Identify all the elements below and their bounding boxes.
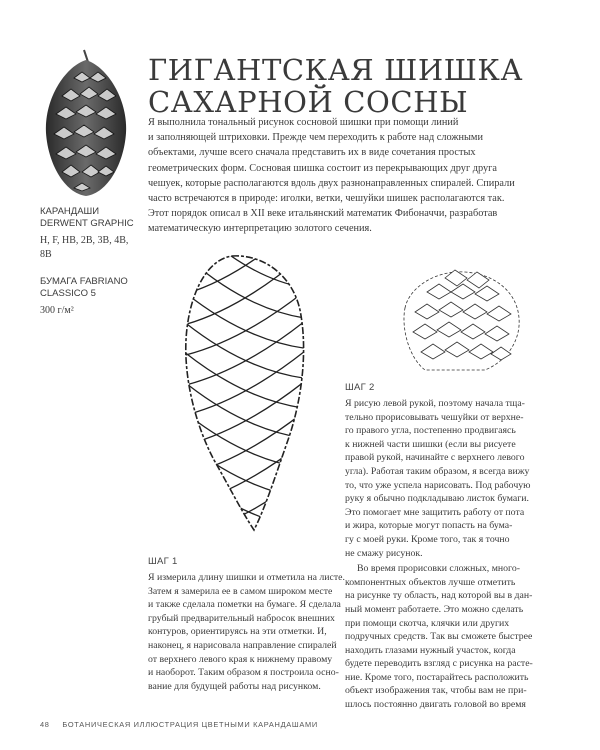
step2-line: Я рисую левой рукой, поэтому начала тща- bbox=[345, 398, 525, 409]
step1-line: и наоборот. Таким образом я построила осно- bbox=[148, 667, 339, 679]
step1-line: и также сделала пометки на бумаге. Я сделала bbox=[148, 599, 341, 611]
step2-line: го правого угла, постепенно продвигаясь bbox=[345, 425, 516, 437]
title-line-1: ГИГАНТСКАЯ ШИШКА bbox=[148, 53, 524, 87]
intro-line: Этот порядок описал в XII веке итальянский математик Фибоначчи, разработав bbox=[148, 208, 498, 220]
step2-line: будете переводить взгляд с рисунка на расте- bbox=[345, 658, 533, 670]
step2-line: угла). Работая таким образом, я всегда вижу bbox=[345, 465, 530, 477]
step1-line: от верхнего левого края к нижнему правому bbox=[148, 653, 333, 665]
step1-line: грубый предварительный набросок внешних bbox=[148, 612, 335, 624]
step1-text bbox=[148, 571, 348, 693]
step2-line: шлось постоянно двигать головой во время bbox=[345, 699, 526, 711]
step2-paragraph-2 bbox=[345, 562, 565, 712]
paper-heading: БУМАГА FABRIANO CLASSICO 5 bbox=[40, 276, 128, 299]
step2-line: на рисунке ту область, над которой вы в дан- bbox=[345, 590, 533, 602]
step2-line: гу с моей руки. Кроме того, так я точно bbox=[345, 533, 510, 545]
page-number: 48 bbox=[40, 720, 50, 729]
intro-line: часто встречаются в природе: иголки, ветки, чешуйки шишек располагаются так. bbox=[148, 193, 505, 205]
step2-line: не смажу рисунок. bbox=[345, 547, 423, 559]
step2-block bbox=[345, 382, 565, 712]
page-footer bbox=[40, 720, 318, 729]
step2-line: руку я обычно подкладываю листок бумаги. bbox=[345, 493, 529, 505]
step2-line: тельно прорисовывать чешуйки от верхне- bbox=[345, 411, 524, 423]
step2-line: объект изображения так, чтобы вам не при- bbox=[345, 685, 527, 697]
intro-line: Я выполнила тональный рисунок сосновой шишки при помощи линий bbox=[148, 117, 459, 128]
paper-weight: 300 г/м² bbox=[40, 305, 74, 316]
step2-line: Это помогает мне защитить работу от пота bbox=[345, 506, 525, 518]
step1-heading: ШАГ 1 bbox=[148, 556, 178, 567]
intro-line: и заполняющей штриховки. Прежде чем переходить к работе над сложными bbox=[148, 132, 483, 144]
title-line-2: САХАРНОЙ СОСНЫ bbox=[148, 85, 469, 119]
step2-line: правой рукой, начинайте с верхнего левого bbox=[345, 452, 525, 464]
intro-line: объектами, лучше всего сначала представить их в виде сочетания простых bbox=[148, 147, 476, 159]
step2-cone-sketch bbox=[385, 258, 535, 378]
step2-line: к нижней части шишки (если вы рисуете bbox=[345, 438, 516, 450]
intro-line: математическую интерпретацию золотого сечения. bbox=[148, 223, 372, 235]
step2-line: Во время прорисовки сложных, много- bbox=[357, 563, 520, 575]
step2-line: компонентных объектов лучше отметить bbox=[345, 576, 516, 588]
pencils-list: H, F, HB, 2B, 3B, 4B, 8B bbox=[40, 235, 129, 260]
intro-line: геометрических форм. Сосновая шишка состоит из перекрывающих друг друга bbox=[148, 162, 497, 174]
step2-line: при помощи скотча, клячки или других bbox=[345, 617, 510, 629]
step1-line: вание для будущей работы над рисунком. bbox=[148, 680, 321, 692]
intro-line: чешуек, которые располагаются вдоль двух разнонаправленных спиралей. Спирали bbox=[148, 177, 515, 189]
step2-line: находить глазами нужный участок, когда bbox=[345, 644, 516, 656]
intro-paragraph bbox=[148, 115, 558, 237]
running-title: БОТАНИЧЕСКАЯ ИЛЛЮСТРАЦИЯ ЦВЕТНЫМИ КАРАНДАШАМИ bbox=[62, 720, 318, 729]
step1-line: наконец, я нарисовала направление спиралей bbox=[148, 639, 337, 651]
step2-line: и жира, которые могут попасть на бума- bbox=[345, 520, 513, 532]
step1-cone-sketch bbox=[170, 250, 320, 540]
pencils-heading: КАРАНДАШИ DERWENT GRAPHIC bbox=[40, 206, 134, 229]
step2-text bbox=[345, 397, 565, 560]
step2-line: ние. Кроме того, постарайтесь расположить bbox=[345, 671, 529, 683]
step2-heading: ШАГ 2 bbox=[345, 382, 375, 393]
step1-block bbox=[148, 556, 348, 693]
step1-line: контуров, ориентируясь на эти отметки. И, bbox=[148, 626, 327, 638]
page-title bbox=[148, 54, 568, 118]
step1-line: Я измерила длину шишки и отметила на листе. bbox=[148, 572, 345, 583]
step2-line: подручных средств. Так вы сможете быстрее bbox=[345, 631, 533, 643]
step2-line: ный момент работаете. Это можно сделать bbox=[345, 603, 524, 615]
materials-sidebar bbox=[40, 206, 136, 318]
finished-pinecone-illustration bbox=[36, 48, 136, 198]
step1-line: Затем я замерила ее в самом широком месте bbox=[148, 585, 333, 597]
step2-line: то, что уже успела нарисовать. Под рабочую bbox=[345, 479, 531, 491]
